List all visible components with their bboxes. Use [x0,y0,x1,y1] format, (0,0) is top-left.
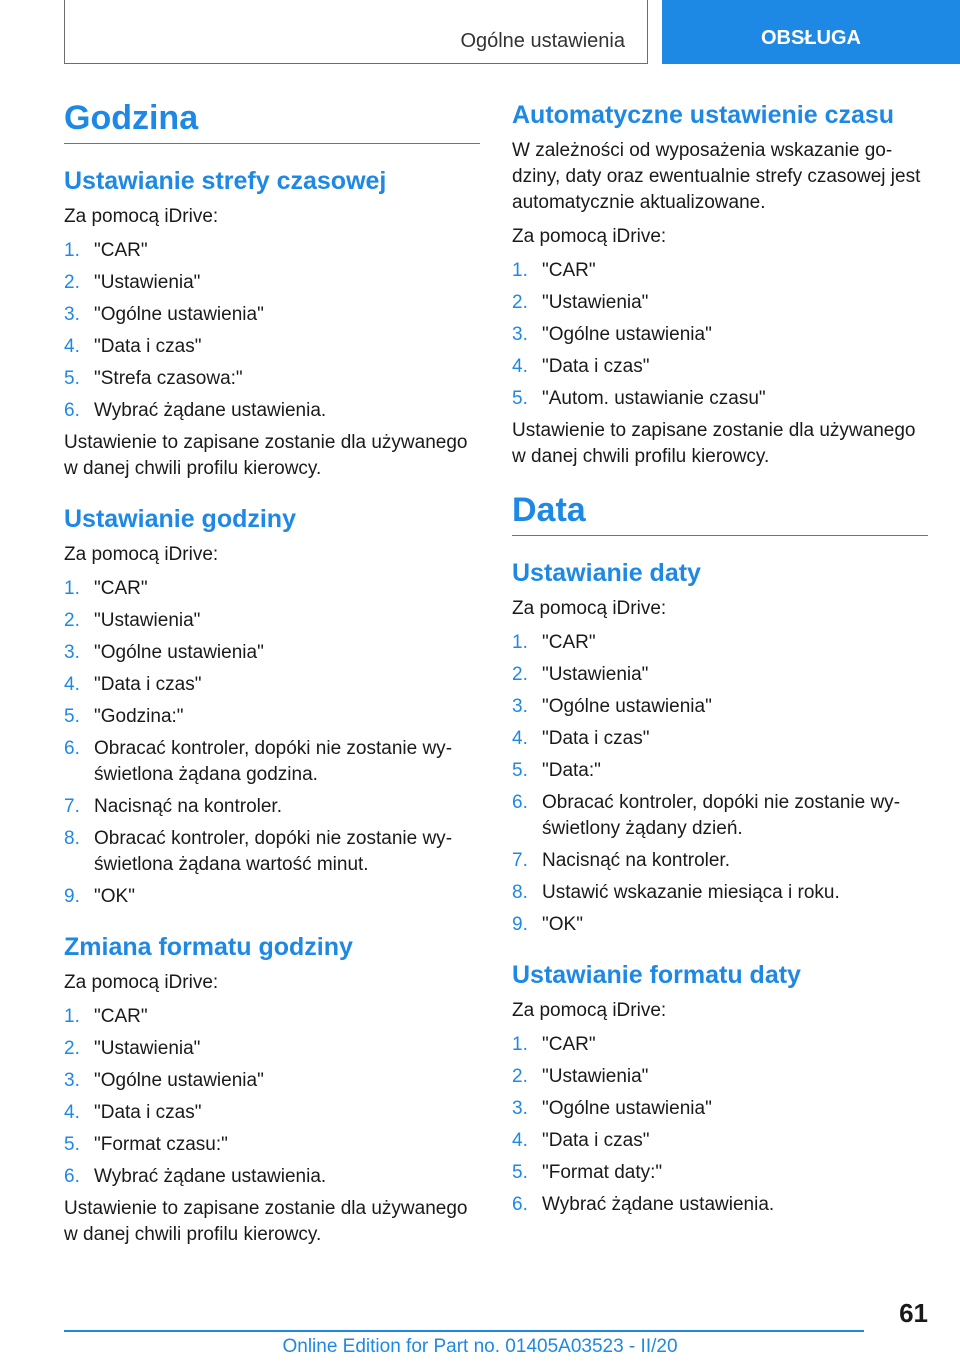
step-item [64,640,480,666]
header-section-box [64,0,648,64]
step-number: 8. [64,828,80,850]
step-item [64,576,480,602]
step-item [64,238,480,264]
step-number: 3. [64,1070,80,1092]
step-item [512,726,928,752]
steps-list [512,1032,928,1218]
step-text: Ustawić wskazanie miesiąca i roku. [542,882,840,904]
step-number: 3. [512,1098,528,1120]
step-text: "OK" [542,914,583,936]
section-heading: Zmiana formatu godziny [64,933,353,962]
step-item [512,1128,928,1154]
step-text: "Data:" [542,760,601,782]
step-item [512,630,928,656]
step-text: "Godzina:" [94,706,184,728]
step-item [512,1032,928,1058]
step-text: "OK" [94,886,135,908]
step-item [64,302,480,328]
step-number: 5. [512,1162,528,1184]
step-item [64,1068,480,1094]
step-item [512,662,928,688]
step-text: "Ustawienia" [542,292,649,313]
description-text: W zależności od wyposażenia wskazanie godziny, daty oraz ewentualnie strefy czasowej jest automatycznie aktualizowane. [512,140,921,213]
step-item [512,258,928,284]
step-text: "Ogólne ustawienia" [94,304,264,326]
step-number: 2. [512,1066,528,1088]
step-item [512,848,928,874]
step-text: Nacisnąć na kontroler. [94,796,282,818]
step-item [64,1164,480,1190]
step-item [64,826,480,878]
section-date-format [512,960,928,1218]
step-text: "Data i czas" [542,356,650,377]
step-number: 9. [512,914,528,936]
note-text: Ustawienie to zapisane zostanie dla używanego w danej chwili profilu kierowcy. [64,1198,468,1246]
header-chapter-tab: OBSŁUGA [662,0,960,64]
section-set-date [512,558,928,938]
step-item [512,354,928,380]
steps-list [64,238,480,424]
step-item [64,704,480,730]
step-text: "Autom. ustawianie czasu" [542,388,766,409]
intro-text: Za pomocą iDrive: [64,206,219,228]
intro-text: Za pomocą iDrive: [512,598,667,620]
step-item [512,758,928,784]
step-number: 1. [512,1034,528,1056]
step-text: "Ustawienia" [94,610,201,632]
steps-list [64,1004,480,1190]
step-text: Nacisnąć na kontroler. [542,850,730,872]
left-column [64,100,480,1256]
step-text: "Format daty:" [542,1162,663,1184]
step-text: "Strefa czasowa:" [94,368,243,390]
section-set-time [64,504,480,910]
step-number: 1. [64,240,80,262]
step-number: 3. [512,324,528,345]
step-number: 6. [512,792,528,814]
step-item [64,794,480,820]
section-heading: Ustawianie daty [512,559,701,588]
step-text: "Ogólne ustawienia" [542,696,712,718]
step-number: 4. [512,356,528,377]
chapter-title-data: Data [512,492,928,536]
page-number: 61 [899,1298,928,1328]
right-column [512,100,928,1224]
footer-edition: Online Edition for Part no. 01405A03523 - II/20 [282,1336,678,1357]
step-text: "CAR" [94,240,148,262]
steps-list [64,576,480,910]
step-number: 4. [64,674,80,696]
step-text: "Data i czas" [542,728,650,750]
step-number: 1. [512,632,528,654]
step-item [64,270,480,296]
step-item [512,880,928,906]
step-number: 3. [64,642,80,664]
step-number: 5. [64,706,80,728]
step-item [64,1132,480,1158]
step-number: 1. [512,260,528,281]
step-text: Obracać kontroler, dopóki nie zostanie wyświetlony żądany dzień. [542,792,901,840]
step-text: "Ustawienia" [542,1066,649,1088]
note-text: Ustawienie to zapisane zostanie dla używanego w danej chwili profilu kierowcy. [64,432,468,480]
step-number: 1. [64,1006,80,1028]
step-number: 4. [512,1130,528,1152]
step-item [512,1160,928,1186]
step-number: 7. [512,850,528,872]
step-item [64,608,480,634]
step-number: 6. [64,738,80,760]
step-text: "CAR" [542,260,596,281]
intro-text: Za pomocą iDrive: [64,544,219,566]
intro-text: Za pomocą iDrive: [512,226,667,247]
step-number: 5. [512,388,528,409]
step-number: 7. [64,796,80,818]
step-item [64,1036,480,1062]
step-text: "Ogólne ustawienia" [94,642,264,664]
step-text: "Ustawienia" [542,664,649,686]
chapter-title-godzina: Godzina [64,100,480,144]
header-section-title: Ogólne ustawienia [460,30,625,52]
note-text: Ustawienie to zapisane zostanie dla używanego w danej chwili profilu kierowcy. [512,420,916,467]
step-text: Wybrać żądane ustawienia. [94,400,327,422]
step-item [64,1100,480,1126]
section-time-format [64,932,480,1248]
step-text: "Ogólne ustawienia" [542,324,712,345]
intro-text: Za pomocą iDrive: [512,1000,667,1022]
step-item [512,790,928,842]
step-text: "Ogólne ustawienia" [542,1098,712,1120]
step-item [64,334,480,360]
step-number: 2. [64,610,80,632]
step-item [512,1192,928,1218]
step-number: 2. [64,1038,80,1060]
step-number: 2. [512,664,528,686]
step-item [512,386,928,412]
step-number: 4. [64,336,80,358]
step-number: 5. [512,760,528,782]
step-number: 2. [64,272,80,294]
step-text: "Data i czas" [542,1130,650,1152]
section-heading: Automatyczne ustawienie czasu [512,101,895,129]
step-number: 4. [512,728,528,750]
step-text: Obracać kontroler, dopóki nie zostanie wyświetlona żądana wartość minut. [94,828,453,876]
section-heading: Ustawianie godziny [64,505,296,534]
step-number: 6. [64,1166,80,1188]
step-text: Obracać kontroler, dopóki nie zostanie wyświetlona żądana godzina. [94,738,453,786]
step-text: "CAR" [94,1006,148,1028]
step-text: "Ustawienia" [94,1038,201,1060]
intro-text: Za pomocą iDrive: [64,972,219,994]
step-number: 2. [512,292,528,313]
section-heading: Ustawianie strefy czasowej [64,167,387,196]
step-text: "CAR" [542,632,596,654]
step-item [512,1096,928,1122]
step-item [64,736,480,788]
step-text: Wybrać żądane ustawienia. [94,1166,327,1188]
step-number: 4. [64,1102,80,1124]
step-number: 5. [64,1134,80,1156]
step-item [64,398,480,424]
step-number: 6. [64,400,80,422]
step-item [512,322,928,348]
step-number: 1. [64,578,80,600]
section-time-zone [64,166,480,482]
section-auto-time [512,100,928,470]
footer-divider [64,1330,864,1332]
step-item [512,694,928,720]
step-number: 3. [64,304,80,326]
step-text: "CAR" [94,578,148,600]
step-text: Wybrać żądane ustawienia. [542,1194,775,1216]
step-text: "Data i czas" [94,674,202,696]
steps-list [512,630,928,938]
steps-list [512,258,928,412]
step-item [512,912,928,938]
step-item [512,290,928,316]
step-number: 6. [512,1194,528,1216]
step-item [64,1004,480,1030]
step-number: 9. [64,886,80,908]
section-heading: Ustawianie formatu daty [512,961,801,990]
step-number: 3. [512,696,528,718]
step-item [64,884,480,910]
step-text: "Data i czas" [94,1102,202,1124]
step-text: "Ustawienia" [94,272,201,294]
step-item [64,366,480,392]
step-item [64,672,480,698]
step-number: 8. [512,882,528,904]
step-text: "Ogólne ustawienia" [94,1070,264,1092]
step-text: "Format czasu:" [94,1134,228,1156]
step-number: 5. [64,368,80,390]
step-text: "CAR" [542,1034,596,1056]
step-text: "Data i czas" [94,336,202,358]
step-item [512,1064,928,1090]
